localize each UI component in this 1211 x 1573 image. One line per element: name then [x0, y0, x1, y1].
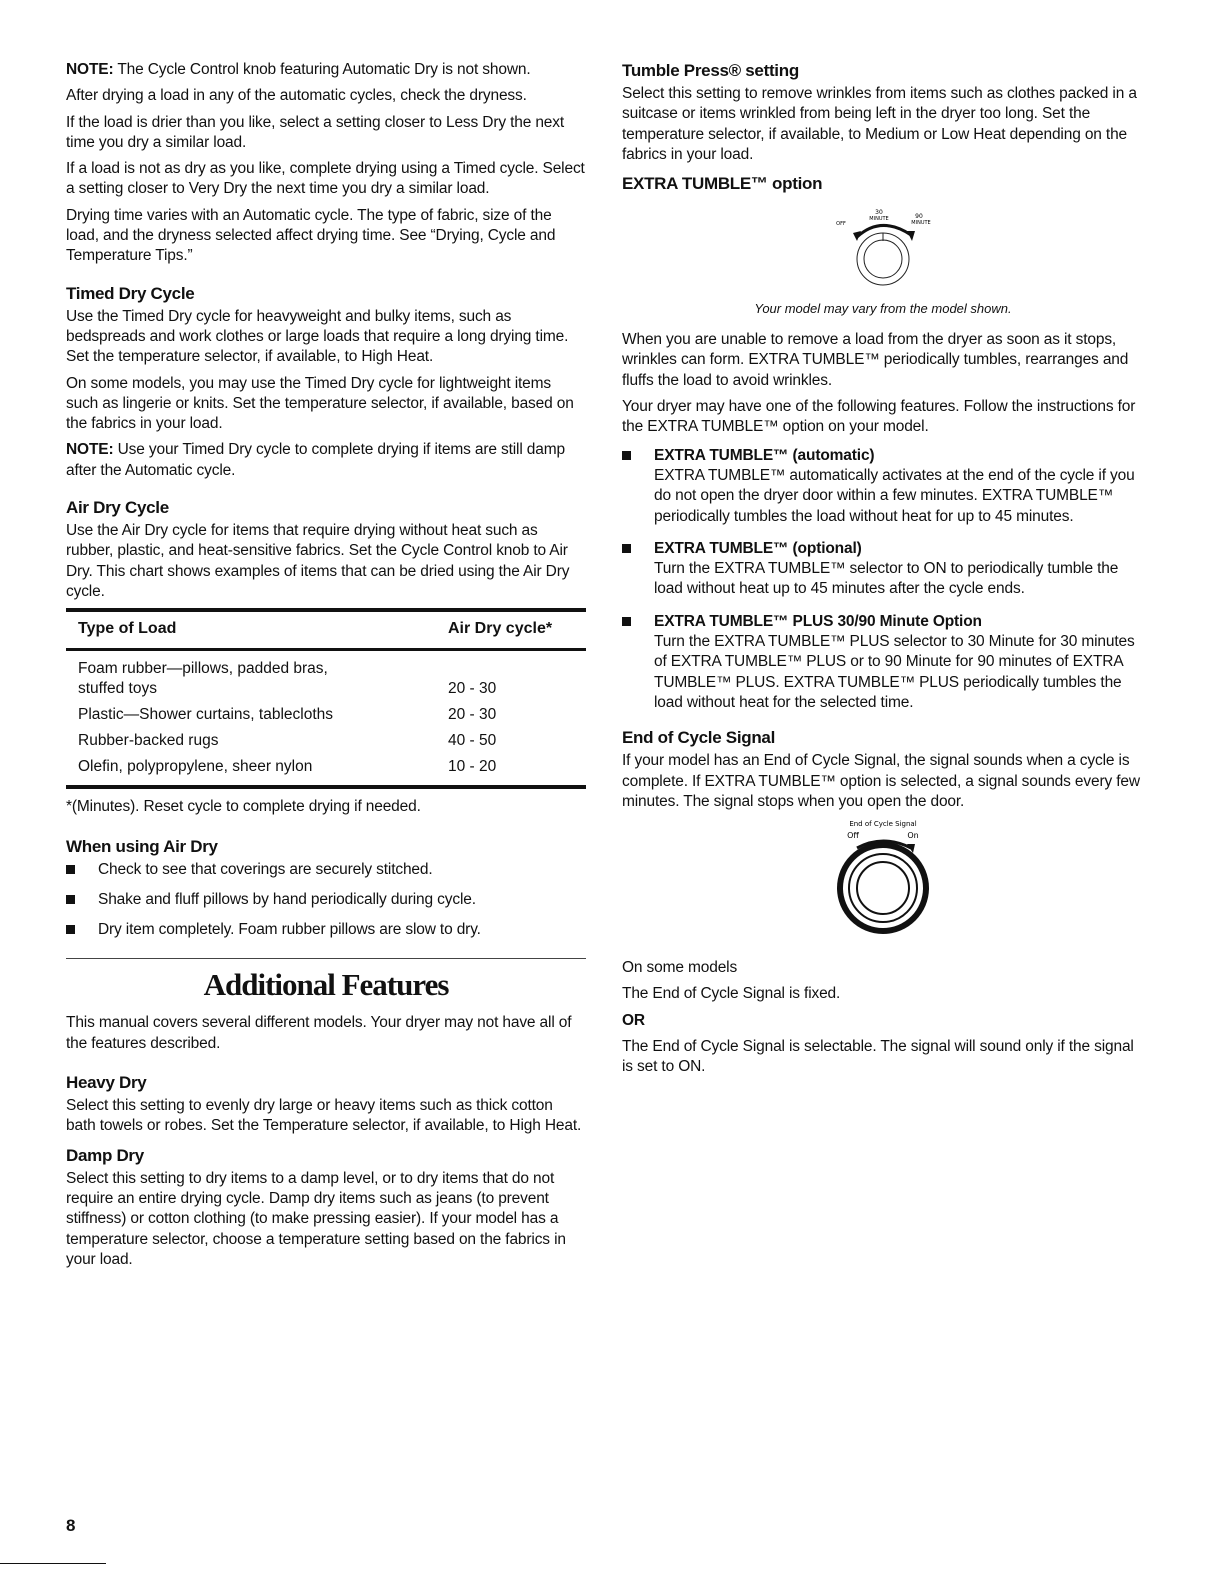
paragraph-extra-tumble-2: Your dryer may have one of the following features. Follow the instructions for the EXTRA TUMBLE™ option on your model.	[622, 398, 1136, 436]
list-item	[622, 539, 1144, 600]
table-cell-load: Foam rubber—pillows, padded bras, stuffed toys	[78, 660, 328, 698]
paragraph-end-of-cycle: If your model has an End of Cycle Signal, the signal sounds when a cycle is complete. If EXTRA TUMBLE™ option is selected, a signal sounds every few minutes. The signal stops when you open the door.	[622, 752, 1140, 810]
paragraph-not-dry: If a load is not as dry as you like, complete drying using a Timed cycle. Select a setting closer to Very Dry the next time you dry a similar load.	[66, 160, 585, 198]
knob-arc	[857, 226, 911, 238]
arrow-right-icon	[907, 231, 915, 241]
page-number: 8	[66, 1516, 76, 1535]
air-dry-table	[66, 608, 586, 789]
bullet-square-icon	[66, 865, 75, 874]
heading-extra-tumble: EXTRA TUMBLE™ option	[622, 174, 823, 194]
paragraph-air-dry: Use the Air Dry cycle for items that require drying without heat such as rubber, plastic, and heat-sensitive fabrics. Set the Cycle Control knob to Air Dry. This chart shows examples of items that can be dried using the Air Dry cycle.	[66, 522, 570, 600]
list-item	[622, 446, 1144, 527]
paragraph-some-models: On some models	[622, 959, 738, 977]
list-item	[66, 890, 586, 910]
table-row	[66, 702, 586, 728]
list-item-text: Turn the EXTRA TUMBLE™ selector to ON to periodically tumble the load without heat up to 45 minutes after the cycle ends.	[654, 560, 1119, 598]
table-footnote: *(Minutes). Reset cycle to complete drying if needed.	[66, 798, 421, 816]
knob-label-off: OFF	[836, 221, 846, 228]
list-item-title: EXTRA TUMBLE™ (automatic)	[654, 446, 875, 464]
knob-label-title: End of Cycle Signal	[849, 820, 917, 829]
paragraph-drying-time: Drying time varies with an Automatic cycle. The type of fabric, size of the load, and the dryness selected affect drying time. See “Drying, Cycle and Temperature Tips.”	[66, 206, 556, 265]
note-timed-dry	[66, 440, 586, 481]
note-label: NOTE:	[66, 441, 114, 459]
bullet-square-icon	[622, 544, 631, 553]
list-item-title: EXTRA TUMBLE™ (optional)	[654, 539, 862, 557]
knob-label-90-minute: MINUTE	[911, 220, 931, 227]
table-row	[66, 650, 586, 703]
note-label: NOTE:	[66, 61, 114, 78]
heading-end-of-cycle-signal: End of Cycle Signal	[622, 728, 775, 748]
paragraph-heavy-dry: Select this setting to evenly dry large or heavy items such as thick cotton bath towels or robes. Set the Temperature selector, if available, to High Heat.	[66, 1097, 582, 1135]
knob-inner-ring	[864, 240, 902, 278]
table-row	[66, 728, 586, 754]
list-item-title: EXTRA TUMBLE™ PLUS 30/90 Minute Option	[654, 612, 982, 630]
paragraph-features-intro: This manual covers several different models. Your dryer may not have all of the features described.	[66, 1014, 572, 1052]
table-row	[66, 754, 586, 787]
table-cell-time: 20 - 30	[448, 680, 497, 698]
list-item-text: Check to see that coverings are securely stitched.	[98, 860, 433, 878]
knob-label-on: On	[907, 831, 919, 841]
list-item	[66, 860, 586, 880]
table-header-time: Air Dry cycle*	[436, 610, 586, 650]
list-item	[66, 920, 586, 940]
heading-when-using-air-dry: When using Air Dry	[66, 836, 218, 856]
knob-label-90: 90	[915, 213, 923, 221]
heading-damp-dry: Damp Dry	[66, 1145, 144, 1165]
left-column	[66, 60, 586, 1276]
table-cell-load: Olefin, polypropylene, sheer nylon	[78, 758, 313, 776]
table-header-row	[66, 610, 586, 650]
knob-label-off: Off	[847, 831, 859, 841]
paragraph-signal-fixed: The End of Cycle Signal is fixed.	[622, 985, 841, 1003]
table-cell-load: Rubber-backed rugs	[78, 732, 219, 750]
section-title-additional-features: Additional Features	[203, 967, 449, 1003]
note-text: The Cycle Control knob featuring Automatic Dry is not shown.	[113, 61, 531, 78]
heading-heavy-dry: Heavy Dry	[66, 1073, 147, 1093]
table-cell-time: 20 - 30	[448, 706, 497, 724]
paragraph-timed-dry-1: Use the Timed Dry cycle for heavyweight and bulky items, such as bedspreads and work clothes or large loads that require a long drying time. Set the temperature selector, if available, to High Heat.	[66, 307, 569, 366]
list-item	[622, 612, 1144, 713]
paragraph-check-dryness: After drying a load in any of the automatic cycles, check the dryness.	[66, 87, 527, 105]
note-text: Use your Timed Dry cycle to complete drying if items are still damp after the Automatic cycle.	[66, 441, 565, 479]
paragraph-or: OR	[622, 1011, 645, 1029]
paragraph-damp-dry: Select this setting to dry items to a damp level, or to dry items that do not require an entire drying cycle. Damp dry items such as jeans (to prevent stiffness) or cotton clothing (to make pressing easier). If your model has a temperature selector, choose a temperature setting based on the fabrics in your load.	[66, 1169, 566, 1268]
paragraph-drier: If the load is drier than you like, select a setting closer to Less Dry the next time you dry a similar load.	[66, 113, 565, 151]
table-header-type: Type of Load	[66, 610, 436, 650]
knob-caption: Your model may vary from the model shown.	[754, 301, 1012, 317]
heading-air-dry: Air Dry Cycle	[66, 498, 169, 518]
bullet-square-icon	[622, 617, 631, 626]
table-cell-load: Plastic—Shower curtains, tablecloths	[78, 706, 334, 724]
knob-face	[843, 848, 923, 928]
heading-timed-dry: Timed Dry Cycle	[66, 283, 195, 303]
section-divider	[66, 958, 586, 959]
list-item-text: Shake and fluff pillows by hand periodically during cycle.	[98, 890, 476, 908]
bullet-square-icon	[66, 925, 75, 934]
note-automatic-dry	[66, 60, 586, 80]
knob-label-30-minute: MINUTE	[869, 216, 889, 223]
paragraph-signal-selectable: The End of Cycle Signal is selectable. The signal will sound only if the signal is set to ON.	[622, 1038, 1134, 1076]
right-column	[622, 60, 1144, 1084]
extra-tumble-knob-illustration	[813, 201, 953, 297]
paragraph-extra-tumble-1: When you are unable to remove a load from the dryer as soon as it stops, wrinkles can form. EXTRA TUMBLE™ periodically tumbles, rearranges and fluffs the load to avoid wrinkles.	[622, 331, 1129, 389]
heading-tumble-press: Tumble Press® setting	[622, 61, 799, 80]
list-item-text: Dry item completely. Foam rubber pillows are slow to dry.	[98, 921, 481, 939]
bullet-square-icon	[66, 895, 75, 904]
end-of-cycle-knob-illustration	[823, 818, 943, 942]
knob-label-30: 30	[875, 209, 883, 217]
bullet-square-icon	[622, 451, 631, 460]
table-cell-time: 10 - 20	[448, 758, 497, 776]
footer-rule	[0, 1563, 106, 1564]
table-cell-time: 40 - 50	[448, 732, 497, 750]
list-item-text: Turn the EXTRA TUMBLE™ PLUS selector to 30 Minute for 30 minutes of EXTRA TUMBLE™ PLUS or to 90 Minute for 90 minutes of EXTRA TUMBLE™ PLUS. EXTRA TUMBLE™ PLUS periodically tumbles the load without heat for the selected time.	[654, 633, 1135, 711]
list-item-text: EXTRA TUMBLE™ automatically activates at the end of the cycle if you do not open the dryer door within a few minutes. EXTRA TUMBLE™ periodically tumbles the load without heat for up to 45 minutes.	[654, 466, 1135, 525]
paragraph-timed-dry-2: On some models, you may use the Timed Dry cycle for lightweight items such as lingerie or knits. Set the temperature selector, if available, based on the fabrics in your load.	[66, 374, 574, 433]
paragraph-tumble-press: Select this setting to remove wrinkles from items such as clothes packed in a suitcase or items wrinkled from being left in the dryer too long. Set the temperature selector, if available, to Medium or Low Heat depending on the fabrics in your load.	[622, 85, 1137, 163]
